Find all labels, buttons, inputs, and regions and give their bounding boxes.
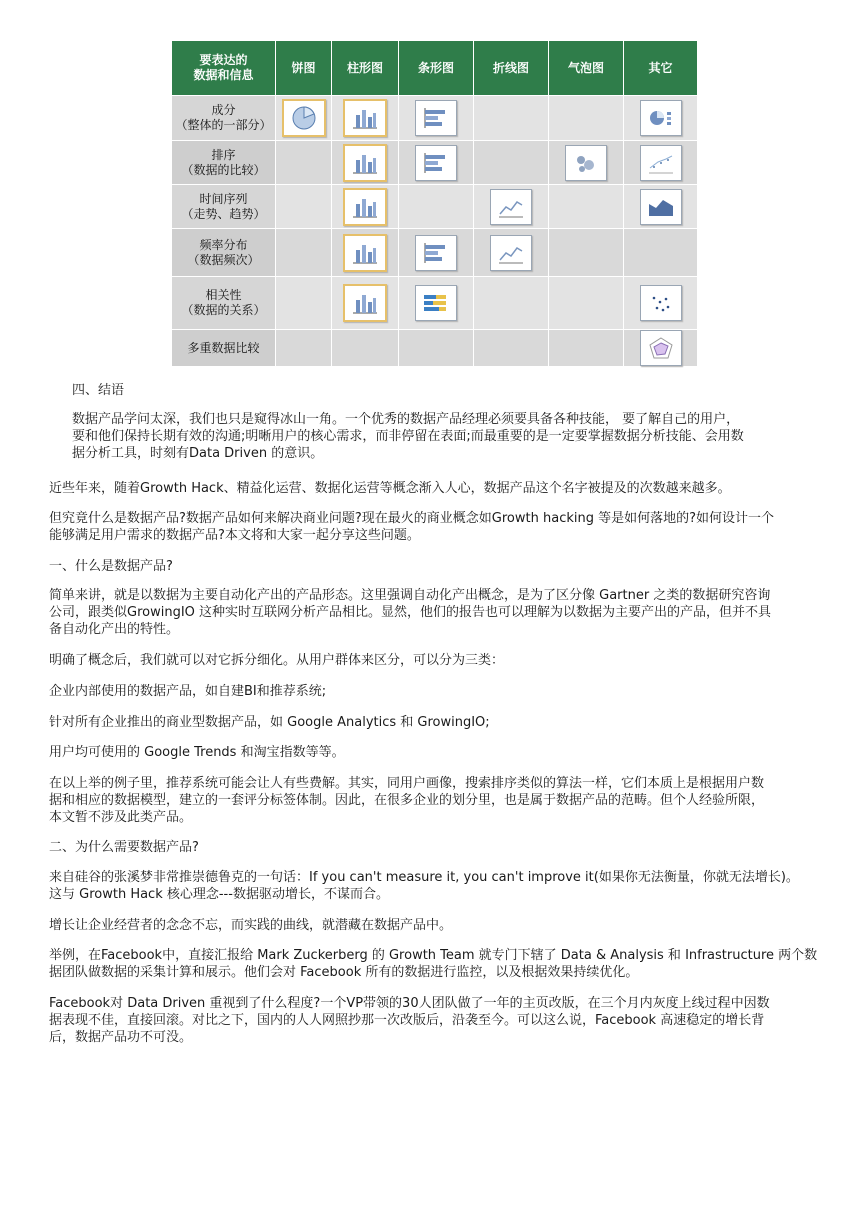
- conclusion-line: 数据产品学问太深，我们也只是窥得冰山一角。一个优秀的数据产品经理必须要具备各种技能， 要了解自己的用户，: [72, 412, 740, 427]
- table-header-row: [172, 41, 698, 96]
- header-chart-type: 饼图: [276, 41, 332, 96]
- row-label: 频率分布 （数据频次）: [172, 229, 276, 277]
- line-chart-icon: [490, 235, 532, 271]
- paragraph-line: 公司，跟类似GrowingIO 这种实时互联网分析产品相比。显然，他们的报告也可以理解为以数据为主要产出的产品，但并不具: [49, 605, 772, 620]
- paragraph-line: 据和相应的数据模型，建立的一套评分标签体制。因此，在很多企业的划分里，也是属于数据产品的范畴。但个人经验所限，: [49, 793, 765, 808]
- bar-chart-icon: [415, 145, 457, 181]
- paragraph: 近些年来，随着Growth Hack、精益化运营、数据化运营等概念渐入人心，数据产品这个名字被提及的次数越来越多。: [49, 481, 731, 496]
- row-label: 时间序列 （走势、趋势）: [172, 185, 276, 229]
- bar-chart-icon: [415, 100, 457, 136]
- table-cell: [332, 141, 399, 185]
- table-cell: [399, 330, 474, 367]
- table-cell: [474, 330, 549, 367]
- table-row: [172, 96, 698, 141]
- conclusion-line: 要和他们保持长期有效的沟通;明晰用户的核心需求，而非停留在表面;而最重要的是一定要掌握数据分析技能、会用数: [72, 429, 744, 444]
- paragraph-line: 能够满足用户需求的数据产品?本文将和大家一起分享这些问题。: [49, 528, 420, 543]
- table-cell: [549, 229, 624, 277]
- table-cell: [474, 277, 549, 330]
- table-cell: [276, 229, 332, 277]
- row-label: 排序 （数据的比较）: [172, 141, 276, 185]
- paragraph-line: 这与 Growth Hack 核心理念---数据驱动增长，不谋而合。: [49, 887, 389, 902]
- table-cell: [624, 330, 698, 367]
- line-chart-icon: [490, 189, 532, 225]
- header-chart-type: 其它: [624, 41, 698, 96]
- bubble-chart-icon: [565, 145, 607, 181]
- header-data-info: 要表达的 数据和信息: [172, 41, 276, 96]
- table-row: [172, 277, 698, 330]
- header-chart-type: 气泡图: [549, 41, 624, 96]
- column-chart-icon: [343, 99, 387, 137]
- table-cell: [276, 141, 332, 185]
- paragraph-line: 后，数据产品功不可没。: [49, 1030, 193, 1045]
- section-heading: 一、什么是数据产品?: [49, 559, 173, 574]
- paragraph-line: Facebook对 Data Driven 重视到了什么程度?一个VP带领的30人团队做了一年的主页改版，在三个月内灰度上线过程中因数: [49, 996, 770, 1011]
- table-cell: [474, 141, 549, 185]
- paragraph-line: 举例，在Facebook中，直接汇报给 Mark Zuckerberg 的 Growth Team 就专门下辖了 Data & Analysis 和 Infrastructure 两个数: [49, 948, 818, 963]
- table-cell: [549, 185, 624, 229]
- table-cell: [474, 185, 549, 229]
- table-cell: [399, 277, 474, 330]
- paragraph-line: 来自硅谷的张溪梦非常推崇德鲁克的一句话：If you can't measure it, you can't improve it(如果你无法衡量，你就无法增长)。: [49, 870, 799, 885]
- table-cell: [624, 277, 698, 330]
- stacked-bar-icon: [415, 285, 457, 321]
- table-cell: [624, 229, 698, 277]
- radar-chart-icon: [640, 330, 682, 366]
- table-cell: [276, 277, 332, 330]
- table-cell: [399, 141, 474, 185]
- bar-chart-icon: [415, 235, 457, 271]
- table-cell: [332, 96, 399, 141]
- pie-icon: [282, 99, 326, 137]
- paragraph-line: 本文暂不涉及此类产品。: [49, 810, 193, 825]
- paragraph: 企业内部使用的数据产品，如自建BI和推荐系统;: [49, 684, 327, 699]
- table-cell: [276, 185, 332, 229]
- column-chart-icon: [343, 284, 387, 322]
- header-chart-type: 条形图: [399, 41, 474, 96]
- header-chart-type: 折线图: [474, 41, 549, 96]
- paragraph-line: 在以上举的例子里，推荐系统可能会让人有些费解。其实，同用户画像，搜索排序类似的算法一样，它们本质上是根据用户数: [49, 776, 765, 791]
- row-label: 成分 （整体的一部分）: [172, 96, 276, 141]
- scatter-chart-icon: [640, 285, 682, 321]
- column-chart-icon: [343, 188, 387, 226]
- table-cell: [332, 277, 399, 330]
- chart-selection-table-wrapper: [171, 40, 697, 367]
- table-cell: [399, 185, 474, 229]
- header-chart-type: 柱形图: [332, 41, 399, 96]
- table-cell: [276, 96, 332, 141]
- area-chart-icon: [640, 189, 682, 225]
- table-cell: [549, 277, 624, 330]
- paragraph: 增长让企业经营者的念念不忘，而实践的曲线，就潜藏在数据产品中。: [49, 918, 453, 933]
- scatter-line-icon: [640, 145, 682, 181]
- paragraph-line: 备自动化产出的特性。: [49, 622, 180, 637]
- conclusion-line: 据分析工具，时刻有Data Driven 的意识。: [72, 446, 324, 461]
- table-cell: [624, 96, 698, 141]
- column-chart-icon: [343, 144, 387, 182]
- table-row: [172, 141, 698, 185]
- chart-selection-table: [171, 40, 698, 367]
- paragraph-line: 简单来讲，就是以数据为主要自动化产出的产品形态。这里强调自动化产出概念，是为了区分像 Gartner 之类的数据研究咨询: [49, 588, 771, 603]
- table-cell: [474, 229, 549, 277]
- paragraph-line: 据表现不佳，直接回滚。对比之下，国内的人人网照抄那一次改版后，沿袭至今。可以这么说，Facebook 高速稳定的增长背: [49, 1013, 765, 1028]
- table-cell: [399, 229, 474, 277]
- paragraph-line: 但究竟什么是数据产品?数据产品如何来解决商业问题?现在最火的商业概念如Growth hacking 等是如何落地的?如何设计一个: [49, 511, 775, 526]
- table-cell: [624, 141, 698, 185]
- table-cell: [549, 330, 624, 367]
- section-heading: 二、为什么需要数据产品?: [49, 840, 199, 855]
- table-cell: [399, 96, 474, 141]
- table-cell: [549, 141, 624, 185]
- paragraph: 明确了概念后，我们就可以对它拆分细化。从用户群体来区分，可以分为三类：: [49, 653, 505, 668]
- paragraph: 用户均可使用的 Google Trends 和淘宝指数等等。: [49, 745, 345, 760]
- table-cell: [549, 96, 624, 141]
- table-cell: [332, 185, 399, 229]
- row-label: 多重数据比较: [172, 330, 276, 367]
- table-cell: [332, 330, 399, 367]
- pie-legend-icon: [640, 100, 682, 136]
- paragraph: 针对所有企业推出的商业型数据产品，如 Google Analytics 和 GrowingIO;: [49, 715, 490, 730]
- table-row: [172, 185, 698, 229]
- table-row: [172, 330, 698, 367]
- row-label: 相关性 （数据的关系）: [172, 277, 276, 330]
- table-cell: [474, 96, 549, 141]
- table-row: [172, 229, 698, 277]
- section-heading-conclusion: 四、结语: [72, 383, 125, 398]
- table-cell: [624, 185, 698, 229]
- table-cell: [276, 330, 332, 367]
- column-chart-icon: [343, 234, 387, 272]
- paragraph-line: 据团队做数据的采集计算和展示。他们会对 Facebook 所有的数据进行监控，以及根据效果持续优化。: [49, 965, 639, 980]
- table-cell: [332, 229, 399, 277]
